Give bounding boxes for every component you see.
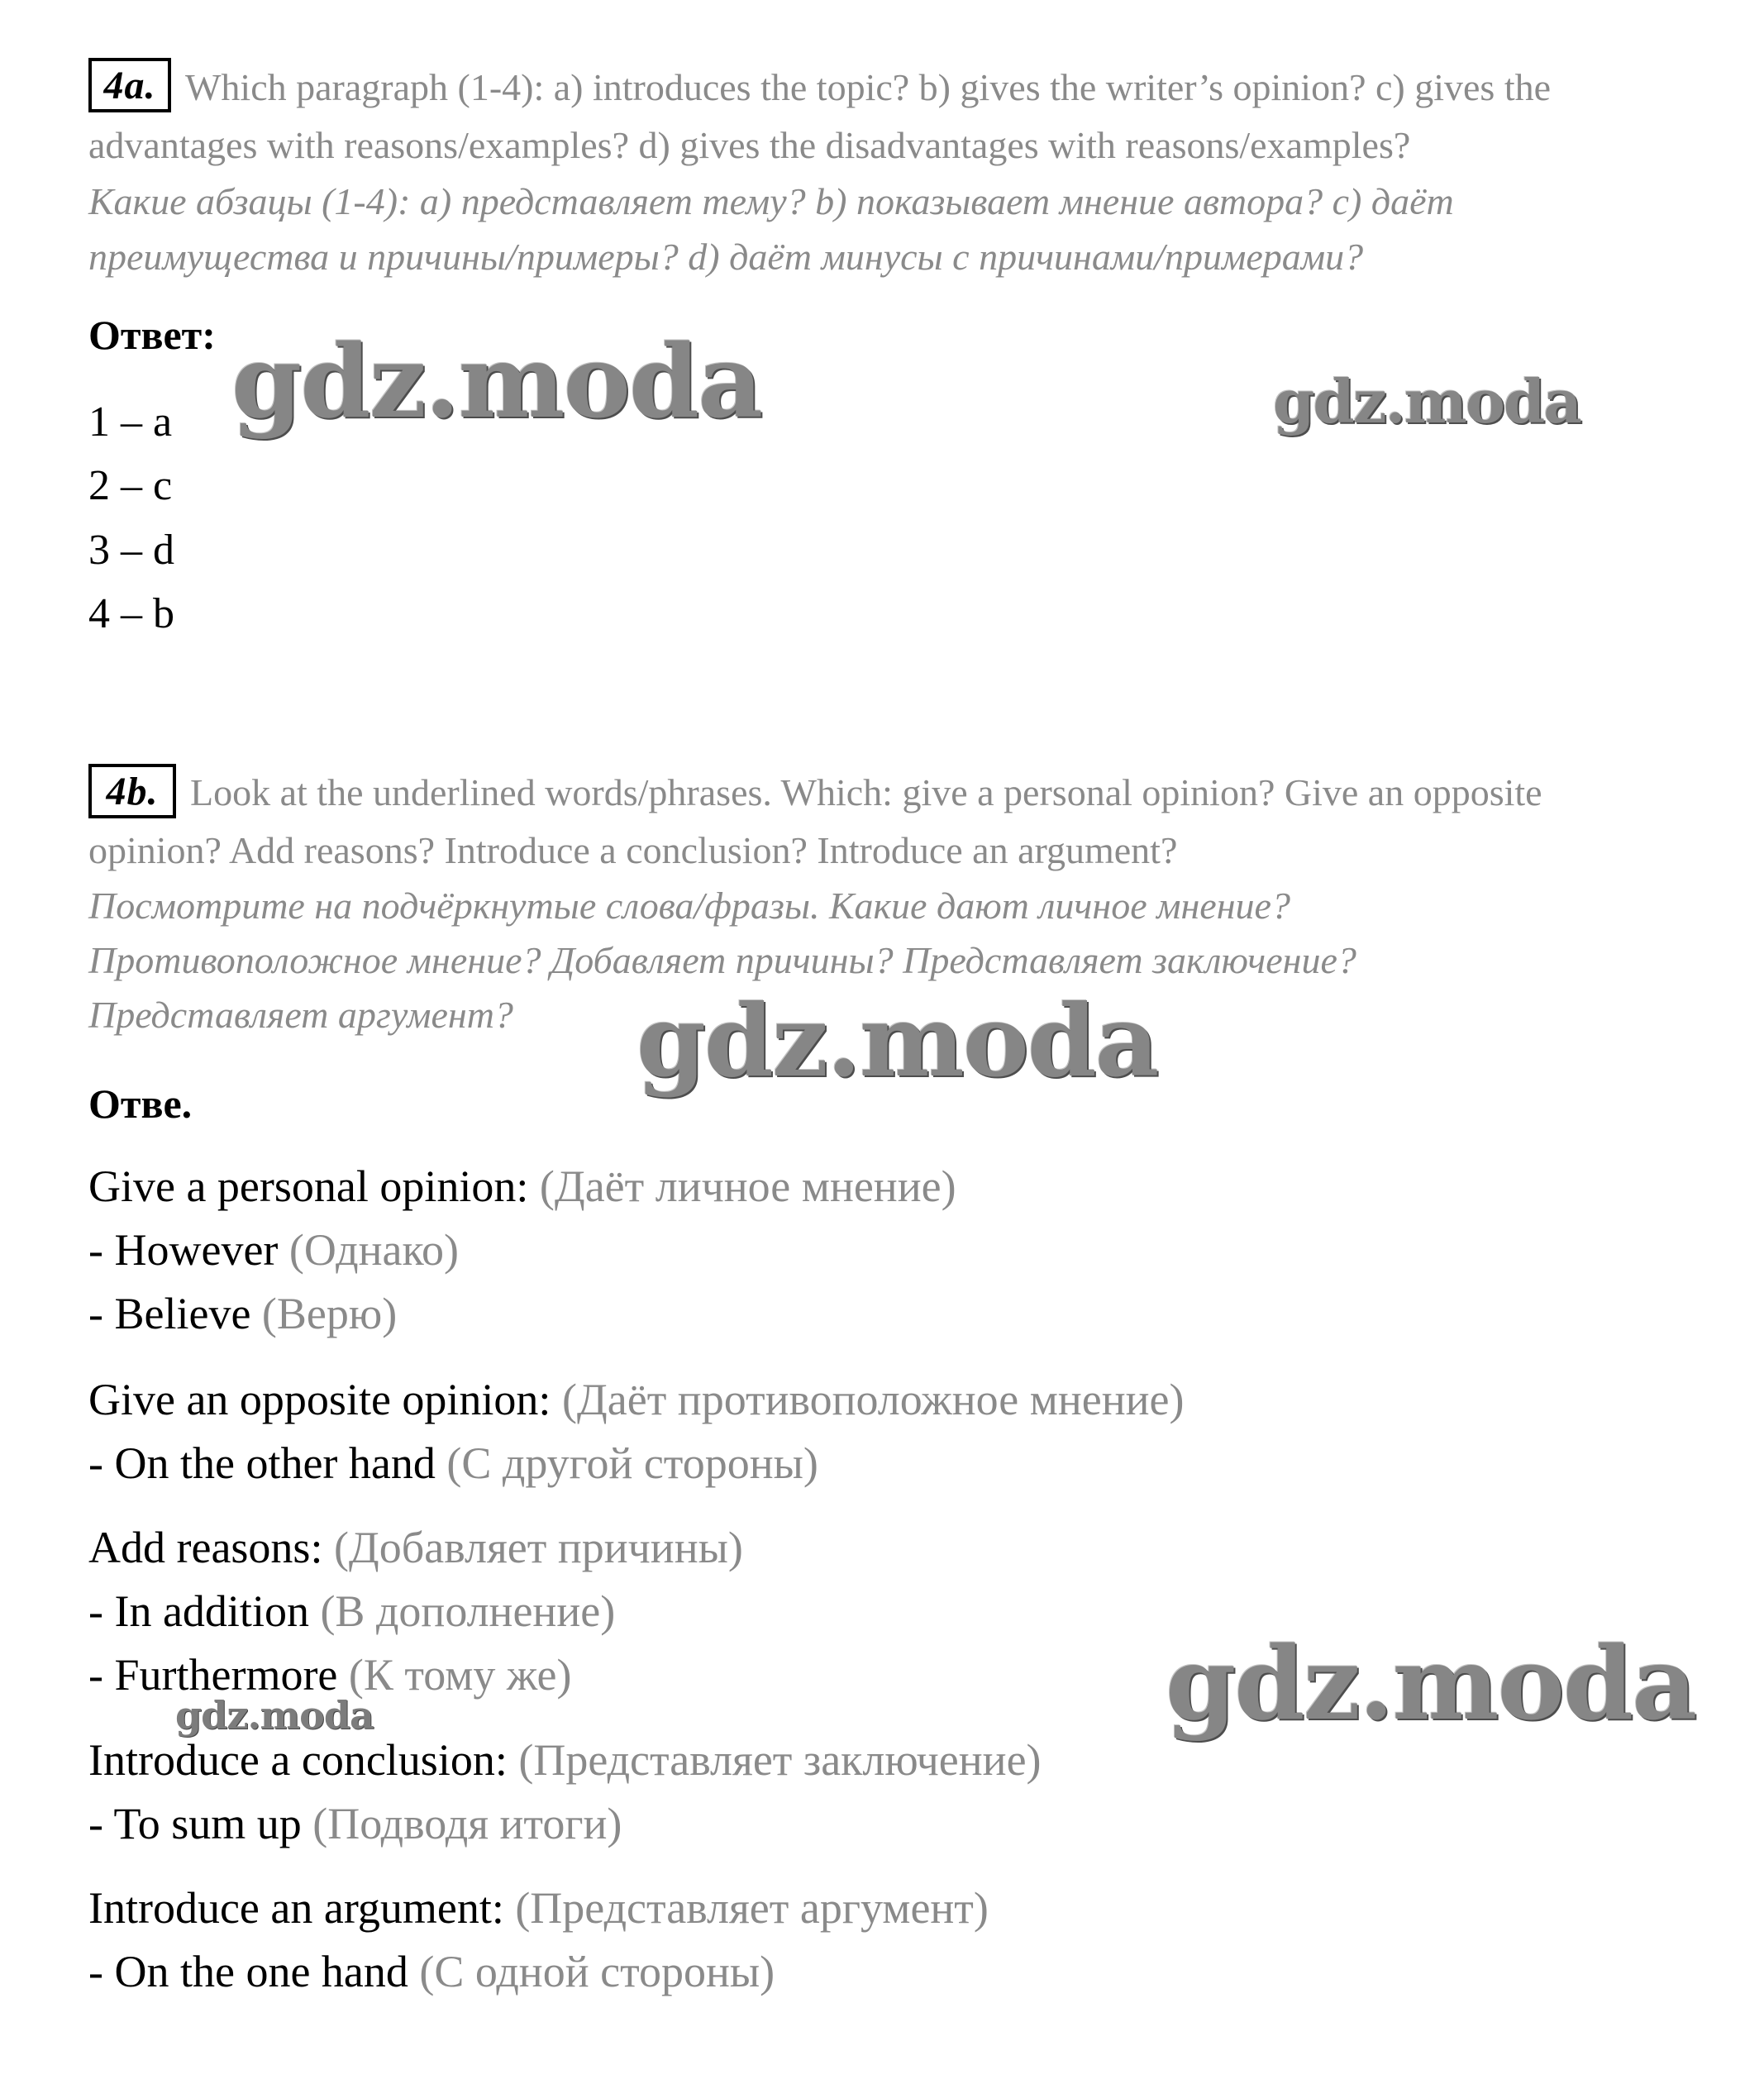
task-4b-question-en-1: Look at the underlined words/phrases. Which: give a personal opinion? Give an opposite <box>190 771 1542 813</box>
task-4b-question-ru-3: Представляет аргумент? <box>88 994 513 1036</box>
task-4b-badge: 4b. <box>88 764 176 818</box>
watermark: gdz.moda <box>1166 1624 1696 1743</box>
task-4a-question-en-2: advantages with reasons/examples? d) gives the disadvantages with reasons/examples? <box>88 124 1411 166</box>
group-item: - On the other hand (С другой стороны) <box>88 1438 818 1488</box>
group-heading: Introduce an argument: (Представляет аргумент) <box>88 1883 989 1933</box>
task-4a-answer: 3 – d <box>88 527 174 574</box>
task-4a-answer: 2 – c <box>88 462 173 509</box>
task-4b-question-en-2: opinion? Add reasons? Introduce a conclusion? Introduce an argument? <box>88 829 1178 871</box>
task-4a-answer-label: Ответ: <box>88 312 216 358</box>
watermark: gdz.moda <box>1273 366 1580 436</box>
group-item: - In addition (В дополнение) <box>88 1586 616 1636</box>
task-4b-answer-label: Отве. <box>88 1080 193 1127</box>
group-heading: Add reasons: (Добавляет причины) <box>88 1523 743 1572</box>
group-item: - Furthermore (К тому же) <box>88 1650 572 1700</box>
task-4a-answer: 1 – a <box>88 398 173 446</box>
task-4a-answer: 4 – b <box>88 590 174 637</box>
watermark: gdz.moda <box>175 1693 374 1738</box>
group-heading: Give a personal opinion: (Даёт личное мнение) <box>88 1161 956 1211</box>
watermark: gdz.moda <box>231 322 762 441</box>
group-item: - To sum up (Подводя итоги) <box>88 1799 622 1848</box>
group-item: - However (Однако) <box>88 1225 459 1275</box>
task-4b-question-ru-2: Противоположное мнение? Добавляет причины? Представляет заключение? <box>88 939 1356 981</box>
watermark: gdz.moda <box>636 983 1158 1099</box>
task-4a-question-ru-1: Какие абзацы (1-4): a) представляет тему? b) показывает мнение автора? c) даёт <box>88 180 1454 222</box>
task-4a-question-ru-2: преимущества и причины/примеры? d) даёт минусы с причинами/примерами? <box>88 236 1364 278</box>
task-4a-badge: 4a. <box>88 58 171 112</box>
group-heading: Introduce a conclusion: (Представляет заключение) <box>88 1735 1042 1785</box>
task-4b-question-ru-1: Посмотрите на подчёркнутые слова/фразы. Какие дают личное мнение? <box>88 885 1290 927</box>
group-item: - On the one hand (С одной стороны) <box>88 1947 775 1996</box>
task-4a-question-en-1: Which paragraph (1-4): a) introduces the topic? b) gives the writer’s opinion? c) gives the <box>185 66 1552 108</box>
group-heading: Give an opposite opinion: (Даёт противоположное мнение) <box>88 1375 1185 1424</box>
group-item: - Believe (Верю) <box>88 1289 398 1338</box>
